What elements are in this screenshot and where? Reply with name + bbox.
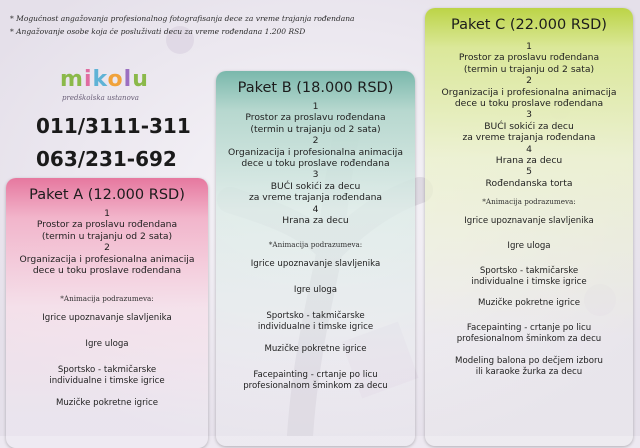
list-item: 4 Hrana za decu	[495, 143, 563, 167]
activity-item: Igrice upoznavanje slavljenika	[42, 313, 172, 324]
logo-subtitle: predškolska ustanova	[62, 94, 139, 102]
activity-item: Igre uloga	[85, 339, 129, 350]
activity-item: Sportsko - takmičarske individualne i timske igrice	[257, 311, 374, 333]
activity-item: Sportsko - takmičarske individualne i timske igrice	[49, 365, 165, 387]
list-item: 1 Prostor za proslavu rođendana (termin u trajanju od 2 sata)	[36, 208, 178, 242]
note-line: * Angažovanje osobe koja će posluživati decu za vreme rođendana 1.200 RSD	[10, 27, 306, 36]
activity-item: Modeling balona po dečjem izboru ili karaoke žurka za decu	[455, 356, 603, 378]
list-item: 2 Organizacija i profesionalna animacija dece u toku proslave rođendana	[19, 242, 195, 277]
activity-item: Sportsko - takmičarske individualne i timske igrice	[471, 266, 587, 288]
activity-item: Igrice upoznavanje slavljenika	[250, 259, 381, 270]
package-c-card	[425, 8, 633, 446]
activity-item: Muzičke pokretne igrice	[477, 298, 581, 309]
activity-item: Muzičke pokretne igrice	[55, 398, 159, 409]
activity-item: Igre uloga	[293, 285, 338, 296]
animation-label: *Animacija podrazumeva:	[482, 197, 576, 207]
package-b-title: Paket B (18.000 RSD)	[237, 80, 394, 96]
activity-item: Muzičke pokretne igrice	[264, 344, 367, 355]
list-item: 1 Prostor za proslavu rođendana (termin u trajanju od 2 sata)	[458, 41, 600, 75]
activity-item: Igre uloga	[507, 241, 551, 252]
logo	[60, 68, 180, 102]
note-line: * Mogućnost angažovanja profesionalnog fotografisanja dece za vreme trajanja rođendana	[10, 14, 355, 23]
package-a-title: Paket A (12.000 RSD)	[29, 187, 185, 203]
activity-item: Igrice upoznavanje slavljenika	[464, 216, 594, 227]
animation-label: *Animacija podrazumeva:	[268, 240, 363, 250]
phone-number-2[interactable]: 063/231-692	[36, 147, 177, 171]
package-b-card	[216, 71, 415, 446]
phone-number-1[interactable]: 011/3111-311	[36, 114, 191, 138]
activity-item: Facepainting - crtanje po licu profesionalnom šminkom za decu	[456, 323, 602, 345]
package-c-title: Paket C (22.000 RSD)	[451, 17, 607, 33]
list-item: 2 Organizacija i profesionalna animacija dece u toku proslave rođendana	[228, 135, 403, 170]
list-item: 2 Organizacija i profesionalna animacija dece u toku proslave rođendana	[441, 75, 617, 110]
list-item: 3 BUĆI sokići za decu za vreme trajanja rođendana	[248, 169, 383, 204]
animation-label: *Animacija podrazumeva:	[60, 294, 154, 304]
logo-wordmark: mikolu	[60, 67, 149, 92]
list-item: 4 Hrana za decu	[282, 203, 349, 227]
list-item: 3 BUĆI sokići za decu za vreme trajanja rođendana	[462, 109, 596, 144]
notes-block	[10, 12, 430, 38]
list-item: 5 Rođendanska torta	[485, 166, 573, 189]
list-item: 1 Prostor za proslavu rođendana (termin u trajanju od 2 sata)	[245, 101, 386, 135]
package-a-card	[6, 178, 208, 448]
activity-item: Facepainting - crtanje po licu profesionalnom šminkom za decu	[243, 370, 388, 392]
